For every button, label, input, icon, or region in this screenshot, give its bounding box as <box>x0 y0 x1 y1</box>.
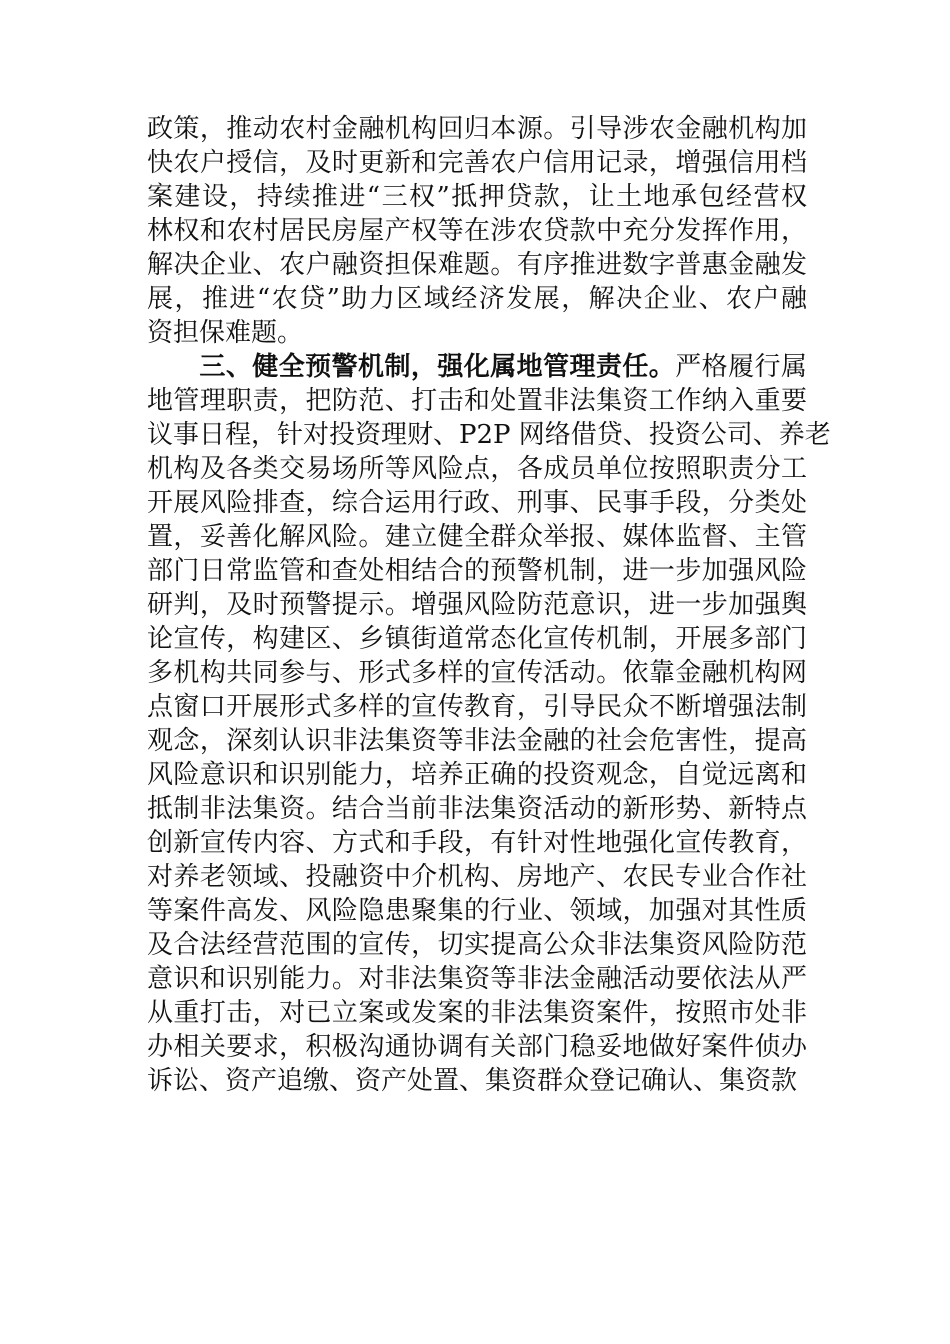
document-body <box>147 112 831 1098</box>
text-line: 解决企业、农户融资担保难题。有序推进数字普惠金融发 <box>147 250 807 280</box>
text-line: 对养老领域、投融资中介机构、房地产、农民专业合作社 <box>147 862 807 892</box>
text-line: 议事日程，针对投资理财、P2P 网络借贷、投资公司、养老 <box>147 420 831 450</box>
text-line: 意识和识别能力。对非法集资等非法金融活动要依法从严 <box>147 964 807 994</box>
text-line: 创新宣传内容、方式和手段，有针对性地强化宣传教育， <box>147 828 807 858</box>
text-line: 展，推进“农贷”助力区域经济发展，解决企业、农户融 <box>147 284 807 314</box>
paragraph-policy <box>147 112 807 350</box>
text-line: 诉讼、资产追缴、资产处置、集资群众登记确认、集资款 <box>147 1066 798 1096</box>
text-line: 等案件高发、风险隐患聚集的行业、领域，加强对其性质 <box>147 896 807 926</box>
text-line: 办相关要求，积极沟通协调有关部门稳妥地做好案件侦办 <box>147 1032 807 1062</box>
text-line <box>147 350 807 384</box>
text-line: 多机构共同参与、形式多样的宣传活动。依靠金融机构网 <box>147 658 807 688</box>
text-line: 案建设，持续推进“三权”抵押贷款，让土地承包经营权 <box>147 182 807 212</box>
section-heading: 三、健全预警机制，强化属地管理责任。 <box>199 352 676 382</box>
text-line: 点窗口开展形式多样的宣传教育，引导民众不断增强法制 <box>147 692 807 722</box>
text-line: 置，妥善化解风险。建立健全群众举报、媒体监督、主管 <box>147 522 807 552</box>
text-line: 快农户授信，及时更新和完善农户信用记录，增强信用档 <box>147 148 807 178</box>
text-line: 部门日常监管和查处相结合的预警机制，进一步加强风险 <box>147 556 807 586</box>
heading-line-continuation: 严格履行属 <box>675 352 807 382</box>
text-line: 开展风险排查，综合运用行政、刑事、民事手段，分类处 <box>147 488 807 518</box>
text-line: 地管理职责，把防范、打击和处置非法集资工作纳入重要 <box>147 386 807 416</box>
text-line: 及合法经营范围的宣传，切实提高公众非法集资风险防范 <box>147 930 807 960</box>
text-line: 观念，深刻认识非法集资等非法金融的社会危害性，提高 <box>147 726 807 756</box>
paragraph-early-warning <box>147 350 831 1098</box>
text-line: 机构及各类交易场所等风险点，各成员单位按照职责分工 <box>147 454 807 484</box>
text-line: 政策，推动农村金融机构回归本源。引导涉农金融机构加 <box>147 114 807 144</box>
text-line: 论宣传，构建区、乡镇街道常态化宣传机制，开展多部门 <box>147 624 807 654</box>
text-line: 抵制非法集资。结合当前非法集资活动的新形势、新特点 <box>147 794 807 824</box>
text-line: 研判，及时预警提示。增强风险防范意识，进一步加强舆 <box>147 590 807 620</box>
text-line: 风险意识和识别能力，培养正确的投资观念，自觉远离和 <box>147 760 807 790</box>
text-line: 资担保难题。 <box>147 318 304 348</box>
text-line: 林权和农村居民房屋产权等在涉农贷款中充分发挥作用， <box>147 216 807 246</box>
text-line: 从重打击，对已立案或发案的非法集资案件，按照市处非 <box>147 998 807 1028</box>
